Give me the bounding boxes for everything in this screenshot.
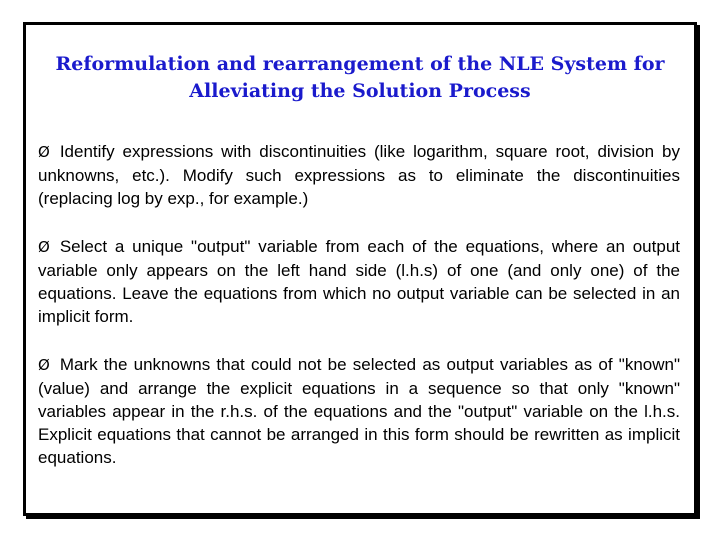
arrow-bullet-icon: Ø xyxy=(38,143,50,161)
content-frame xyxy=(23,22,697,516)
bullet-text-3: Mark the unknowns that could not be selected as output variables as of "known" (value) and arrange the explicit equations in a sequence so that only "known" variables appear in the r.h.s. of the equations and the "output" variable on the l.h.s. Explicit equations that cannot be arranged in this form should be rewritten as implicit equations. xyxy=(38,355,680,467)
slide-title xyxy=(26,51,694,105)
bullet-item-3 xyxy=(38,353,680,469)
bullet-text-1: Identify expressions with discontinuities (like logarithm, square root, division by unknowns, etc.). Modify such expressions as to eliminate the discontinuities (replacing log by exp., for example.) xyxy=(38,142,680,208)
title-line-1: Reformulation and rearrangement of the NLE System for xyxy=(55,53,665,75)
title-line-2: Alleviating the Solution Process xyxy=(189,80,531,102)
bullet-text-2: Select a unique "output" variable from each of the equations, where an output variable only appears on the left hand side (l.h.s) of one (and only one) of the equations. Leave the equations from which no output variable can be selected in an implicit form. xyxy=(38,237,680,326)
bullet-item-2 xyxy=(38,235,680,328)
bullet-item-1 xyxy=(38,140,680,210)
arrow-bullet-icon: Ø xyxy=(38,356,50,374)
arrow-bullet-icon: Ø xyxy=(38,238,50,256)
